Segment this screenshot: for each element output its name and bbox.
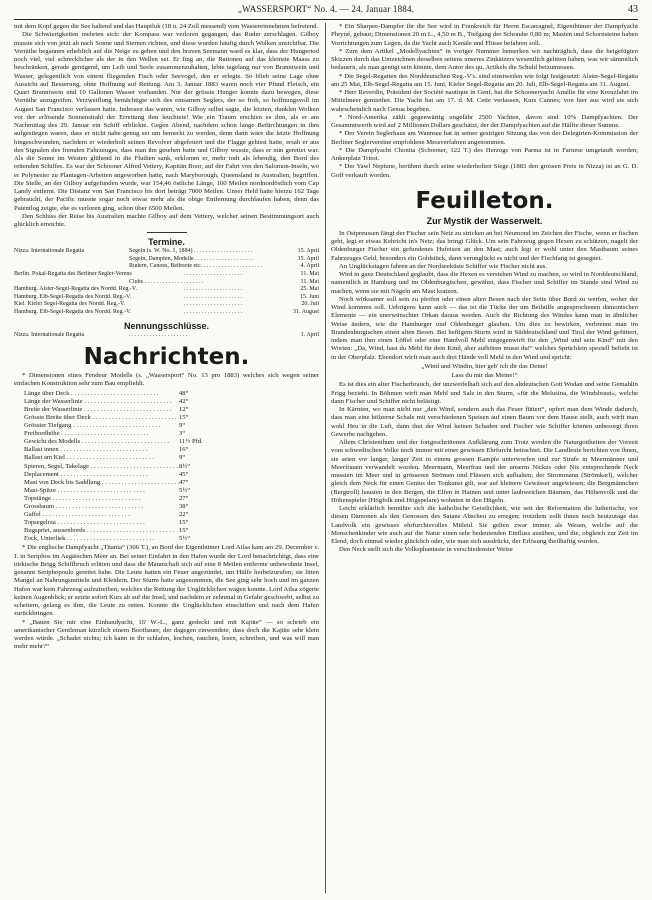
termine-row [14,286,319,294]
dimension-row [24,479,319,487]
article-continuation: mit dem Kopf gegen die See haltend und das Hauptluk (18 u. 24 Zoll messend) vom Wassereinnehmen befreiend. [14,23,319,30]
dimension-row [24,503,319,511]
right-column [331,23,638,895]
feuilleton-paragraph: An Unglückstagen fahren an der Nordseeküste Schiffer wie Fischer nicht aus. [339,262,548,270]
page-header [14,4,638,18]
dimension-value: 9“ [179,454,186,462]
nachrichten-heading: Nachrichten. [83,344,250,371]
dimension-row [24,390,319,398]
dimension-label: Länge über Deck . . . [24,390,179,398]
dimension-value: 16“ [179,446,189,454]
dimension-label: Deplacement . . . [24,471,179,479]
dimension-value: 15“ [179,527,189,535]
termine-detail: Clubs . . . [129,279,281,287]
dimension-value: 11½ Pfd. [179,438,203,446]
dimension-label: Grossbaum . . . [24,503,179,511]
dimension-value: 48“ [179,389,189,397]
dimension-value: 42“ [179,397,189,405]
termine-date: 20. Juli [301,301,319,308]
dimension-row [24,438,319,446]
termine-row [14,294,319,302]
news-item: * Der Verein Seglerhaus am Wannsee hat in seiner gestrigen Sitzung das von der Delegirten-Kommission der Berliner Seglervereine empfohlene Messverfahren angenommen. [331,130,638,146]
dimension-label: Spieren, Segel, Takelage . . . [24,463,179,471]
termine-date: 11. Mai [300,271,319,278]
dimension-row [24,487,319,495]
news-item: * Der Yawl Neptune, berühmt durch seine wiederholten Siege (1883 den grossen Preis in Nizza) ist an G. D. Goff verkauft worden. [331,163,638,179]
dimension-label: Topsegelraa . . . [24,519,179,527]
dimension-row [24,446,319,454]
dimension-label: Gewicht des Modells . . . [24,438,179,446]
feuilleton-heading: Feuilleton. [415,187,554,214]
dimension-value: 45“ [179,470,189,478]
dimension-value: 8½“ [179,462,191,470]
termine-event [14,256,129,264]
termine-row [14,279,319,287]
dimension-label: Ballast am Kiel . . . [24,454,179,462]
termine-row [14,248,319,256]
termine-row [14,263,319,271]
dimension-value: 47“ [179,478,189,486]
dimension-row [24,414,319,422]
termine-date: 15. Juni [299,293,319,300]
termine-event: Hamburg. Elb-Segel-Regatta des Nordd. Reg.-V. [14,293,132,300]
termine-detail [184,286,281,294]
dimension-label: Gaffel . . . [24,511,179,519]
termine-row [14,309,319,317]
termine-detail: Segeln, Dampfen, Modelle . . . [129,256,281,264]
dimension-value: 15“ [179,519,189,527]
article-paragraph: Die Schwierigkeiten mehrten sich: der Kompass war verloren gegangen, das Ruder zerschlagen. Gilboy musste sich von jetzt ab nach Sonne und Sternen richten, und diese wurden häufig durch Wolken unsichtbar. Die Vorräthe begannen erheblich auf die Neige zu gehen und den braven Seemann ward es klar, dass der Hungertod noch viel, viel schrecklicher als der in den Wellen sei. Er fing an, die Rationen auf das kleinste Maass zu beschränken, gerade genügend, um Leib und Seele zusammenzuhalten, lebte tagelang nur von Branntwein und Wasser, gelegentlich von einem fliegenden Fisch oder Seevogel, den er erlegte. So blieb seine Lage ohne Aussicht auf Besserung, ohne Hoffnung auf Rettung. Am 3. Januar 1883 waren noch vier Pfund Fleisch, ein Quart Branntwein und 10 Gallonen Wasser vorhanden. Nur der grösste Hunger konnte dazu bewegen, diese Vorräthe anzugreifen. Verzweiflung bemächtigte sich des einsamen Seglers, der so froh, so hoffnungsvoll im August San Francisco verlassen hatte. Indessen das waren, wie Gilboy selbst sagte, die letzten, dunklen Wolken vor der erlösende Sonnenstrahl der Errettung ihm leuchtete! Wie ein Traum erschien es ihm, als er am Nachmittag des 29. Januar ein Schiff erblickte. Gegen Abend, nachdem schon lange Befürchtungen in ihm aufgestiegen waren, dass er nicht nahe genug sei um bemerkt zu werden, denn dann wäre die letzte Hoffnung hingeschwunden, nachdem er wiederholt seinen Revolver abgefeuert und die Flagge gehisst hatte, ersah er aus den Signalen des fremden Fahrzeuges, dass man ihn gesehen hatte und Gilboy wusste, dass er nun gerettet war. Als die Sonne im Westen glühend in die Fluthen sank, erklomm er, mehr todt als lebendig, den Bord des rettenden Schiffes. Es war der Schooner Alfred Vettery, Kapitän Boor, auf der Fahrt von den Salomon-Inseln, wo er Polynesier zu Plantagen-Arbeiten angeworben hatte, nach Maryborough, Queensland in Australien, begriffen. Die Stelle, an der Gilboy aufgefunden wurde, war 154,46 östliche Länge, 160 Meilen nordnordöstlich vom Cap Landy entfernt. Die Distanz von San Francisco bis dort beträgt 7000 Meilen. Unser Held hatte hierzu 162 Tage gebraucht, der Pacific musste sogar noch etwas mehr als die obige Entfernung durchlaufen haben, denn das Patentlog zeigte, ehe es verloren ging, schon über 6500 Meilen. [14,31,319,212]
news-item: * Nord-Amerika zählt gegenwärtig ungefähr 2500 Yachten, davon sind 10% Dampfyachten. Der Gesammtwerth wird auf 2 Millionen Dollars geschätzt, der der Dampfyachten auf die Hälfte dieser Summe. [331,113,638,129]
verse-line: Lass du mir das Meine!“ [451,372,518,379]
nennung-row [14,332,319,340]
dimension-value: 27“ [179,494,189,502]
termine-event: Berlin. Pokal-Regatta des Berliner Segler-Verens [14,271,132,278]
dimension-value: 5½“ [179,486,191,494]
dimension-row [24,495,319,503]
termine-detail [184,309,281,317]
dimension-value: 38“ [179,503,189,510]
termine-event [14,263,129,271]
news-item: * Die Dampfyacht Chonita (Schooner, 122 T.) des Herzogs von Parma ist in Farnese umgetauft worden; Ankerplatz Triest. [331,146,638,162]
termine-event: Nizza. Internationale Regatta [14,248,85,255]
model-dimensions-table [24,390,319,544]
termine-table [14,248,319,316]
termine-detail: Rudern, Canoes, Beiboote etc. . . . [129,263,281,271]
news-item: * Zum dem Artikel „Modellyachten“ in voriger Nummer bemerken wir nachträglich, dass die beigefügten Skizzen durch das Umzeichnen derselben seitens unseres Zinkätzers wesentlich gelitten haben, was wir sämmtlich bedauern, als man genügt sein könnte, dem Autor des qu. Artikels die Schuld beizumessen. [331,47,638,72]
dimension-row [24,511,319,519]
news-item: * Herr Reverdin, Präsident der Société nautique in Genf, hat die Schooneryacht Amélie für eine Kreuzfahrt im Mittelmeer gemiethet. Die Yacht hat am 17. d. M. Cette verlassen, Kurs Cannes; von hier aus wird sie sich wahrscheinlich nach Genua begeben. [331,89,638,113]
dimension-label: Bugspriet, aussenbords . . . [24,527,179,535]
dimension-row [24,519,319,527]
termine-date: 11. Mai [300,278,319,285]
dimension-value: 22“ [179,511,189,519]
dimension-row [24,463,319,471]
feuilleton-subtitle: Zur Mystik der Wasserwelt. [426,215,543,226]
news-item: * Ein Sharpee-Dampfer für die See wird in Frankreich für Herrn Escarragnel, Eigenthümer der Dampfyacht Phryné, gebaut; Dimensionen 20 m L., 4,50 m B., Tiefgang der Schraube 0,80 m; Masten und Schornsteine haben Vorrichtungen zum Legen, da die Yacht auch Kanäle und Flüsse befahren soll. [331,23,638,47]
termine-heading: Termine. [148,237,185,248]
dimension-row [24,406,319,414]
termine-detail [184,301,281,309]
termine-date: 31. August [292,309,319,315]
feuilleton-paragraph: Leicht erklärlich bemühte sich die katholische Geistlichkeit, wie seit der Reformation die lutherische, vor diesen Dämonen als den Genossen des Satans Abscheu zu erregen; trotzdem zollt ihnen noch heutzutage das Landvolk ein gewisses ehrfurchtsvolles Mitleid. Sie gelten zwar immer als Wesen, welche auf die Menschenkinder wie auch auf die Natur einen sehr bedeutenden Einfluss ausüben, und die, obgleich zur Zeit im Elend, doch einmal wieder glücklich oder, wie man sich ausdrückt, der Erlösung theilhaftig wurden. [331,505,638,545]
feuilleton-paragraph: Allem Christenthum und der fortgeschrittenen Aufklärung zum Trotz werden die Naturgottheiten der Vorzeit vom schwedischen Volke noch immer mit einer gewissen Ehrfurcht betrachtet. Die Landleute berichten von ihnen, sie seien vor langer, langer Zeit in einem grossen Kampfe unterworfen und zur Strafe in Meermänner und Meerfrauen verwandelt worden. Meermann, Meerfrau und der unserm Nickus oder Nix entsprechende Neck mussten im Meer und in grösseren Strömen und Flüssen sich aufhalten; der Strommann (Strömkarl), welcher gleich dem Neck für einen Genius der Tonkunst gilt, war auf kleinere Gewässer angewiesen; die Bergmännchen (Bergtroll) hausten in den Bergen, die Elfen in Hainen und unter laubweichen Bäumen, das Höhenvolk und die Höhenspieler (Högfolk und Högspelare) wohnten in den Hügeln. [331,439,638,504]
dimension-label: Mast von Deck bis Saddlung . . . [24,479,179,487]
header-rule [14,19,638,20]
termine-date: 15. April [297,255,319,262]
dimension-value: 15“ [179,413,189,421]
termine-detail [184,294,281,302]
feuilleton-paragraph: Wird in ganz Deutschland geglaubt, dass die Hexen es verstehen Wind zu machen, so wird in Norddeutschland, namentlich in Hamburg und im Oldenburgischen, gewähnt, dass Fischer und Schiffer im Stande sind Wind zu machen, wenn sie mit Nägeln am Mast kratzen. [331,271,638,295]
dimension-row [24,430,319,438]
dimension-label: Grösste Breite über Deck . . . [24,414,179,422]
nennung-table [14,332,319,340]
feuilleton-paragraph: In Kärnten, wo man nicht nur „den Wind, sondern auch das Feuer füttert“, opfert man dem Winde dadurch, dass man eine hölzerne Schale mit verschiedenen Speisen auf einen Baum vor dem Hause stellt, auch wirft man wohl Heu in die Luft, dann thut der Wind keinen Schaden und Fischer wie Schiffer können unbesorgt ihren Gewerbe nachgehen. [331,406,638,438]
dimension-row [24,422,319,430]
termine-event [14,279,129,287]
dimension-row [24,535,319,543]
dimension-value: 12“ [179,405,189,413]
dimension-label: Mast-Spitze . . . [24,487,179,495]
termine-date: 15. April [297,248,319,255]
verse-line: „Wind und Windin, hier geb' ich dir das Deine! [421,362,548,370]
column-separator [325,23,326,893]
article-paragraph: Den Schluss der Reise bis Australien machte Gilboy auf dem Vettery, welcher seinen Bestimmungsort auch glücklich erreichte. [14,212,319,228]
running-title: „WASSERSPORT“ No. 4. — 24. Januar 1884. [237,4,415,14]
news-item: * Dimensionen eines Fendeur Modells (s. „Wassersport“ No. 13 pro 1883) welches sich wegen seiner einfachen Konstruktion sehr zum Bau empfiehlt. [14,372,319,388]
termine-event: Hamburg. Elb-Segel-Regatta des Nordd. Reg.-V. [14,309,132,315]
dimension-row [24,398,319,406]
dimension-label: Freibordhöhe . . . [24,430,179,438]
dimension-value: 3“ [179,430,186,438]
page-number: 43 [628,4,638,15]
feuilleton-paragraph: Es ist dies ein alter Fischerbrauch, der unzweifelhaft sich auf den altdeutschen Gott Wodan und seine Gemahlin Frigg bezieht. In Böhmen wirft man Mehl und Salz in den Sturm, »für die Melusina, die Windsbraut«, welche dann Fischer und Schiffer nicht belästigt. [331,381,638,405]
dimension-value: 9“ [179,422,186,430]
termine-row [14,256,319,264]
nennung-heading: Nennungsschlüsse. [123,320,210,331]
dimension-label: Ballast innen . . . [24,446,179,454]
feuilleton-paragraph: Den Neck stellt sich die Volksphantasie in verschiedenster Weise [339,546,513,554]
feuilleton-paragraph: Noch wirksamer soll sein zu pfeifen oder einen alten Besen nach der Seite über Bord zu werfen, woher der Wind kommen soll. Uebrigens kann auch — das ist die Tücke der um Beihülfe angesprochenen dämonischen Elemente — ein unerwünschter Orkan daraus werden. Auch die Richtung des Windes kann man in ähnlicher Weise ändern, wie die Hamburger und Oldenburger glauben. Um dies zu bewirken, verbrennt man im Brandenburgischen einen alten Besen. Bei heftigem Sturm wird in Süddeutschland und Tirol der Wind gefüttert, indem man ihm einen Löffel oder eine Handvoll Mehl entgegenwirft für den „Wind und sein Kind“ mit den Worten: „Da, Wind, hast du Mehl für dein Kind, aber aufhören musst du!“ welches Sprüchlein speziell beliebt ist in der Oberpfalz. Ebendort wirft man auch drei Hände voll Mehl in den Wind und spricht: [331,295,638,361]
feuilleton-paragraph: In Ostpreussen fängt der Fischer sein Netz zu stricken an bei Neumond im Zeichen der Fische, wenn er fischen geht, legt er etwas Kehricht in's Netz; das bringt Glück. Um sein Fahrzeug gegen Hexen zu schützen, nagelt der Oldenburger Fischer ein gefundenes Hufeisen an den Mast; auch legt er wohl unter den Mastbaum seines Fahrzeuges Geld, besonders ein Goldstück, dann verunglückt es nicht und der Fischfang ist gesegnet. [331,229,638,262]
dimension-label: Länge der Wasserlinie . . . [24,398,179,406]
news-item: * Die englische Dampfyacht „Titania“ (306 T.), an Bord der Eigenthümer Lord Ailsa kam am 29. December v. J. in Seriphos im Aegäischen Meer an. Bei seiner Einfahrt in den Hafen wurde der Lord benachrichtigt, dass eine türkische Brigg Schiffbruch erlitten und dass die Mannschaft sich auf eine 8 Meilen entfernte unbewohnte Insel, genannt Seriphopoulo gerettet habe. Die Leute hatten ein Feuer angezündet, um Hülfe herbeizurufen; sie litten Mangel an Nahrungsmitteln und Kleidern. Der Sturm hatte angenommen, die See ging sehr hoch und im ganzen Hafen war kein Fahrzeug aufzutreiben, welches die Rettung der Unglücklichen wagen konnte. Lord Ailsa zögerte keinen Augenblick; er setzte sofort Kurs ab auf die Insel, und nachdem er zehnmal in Gefahr geschwebt, selbst zu scheitern, gelang es ihm, die Leute zu retten. Konnte die Unglücklichen einschiffen und nach dem Hafen zurückbringen. [14,544,319,618]
termine-date: 4. April [300,263,319,270]
termine-detail: Segeln (s. W. No. 1, 1884) . . . [129,248,281,256]
dimension-row [24,527,319,535]
dimension-label: Grösster Tiefgang . . . [24,422,179,430]
termine-row [14,301,319,309]
nennung-date: 1. April [300,331,319,338]
dimension-row [24,454,319,462]
left-column [14,23,319,895]
termine-event: Hamburg. Alster-Segel-Regatta des Nordd. Reg.-V. [14,286,137,293]
termine-row [14,271,319,279]
section-rule [147,232,187,233]
dimension-value: 5½“ [179,535,191,543]
news-item: * Die Segel-Regatten des Norddeutschen Reg.-V's. sind einstweilen wie folgt festgesetzt: Alster-Segel-Regatta am 25 Mai, Elb-Segel-Regatta am 15. Juni, Kieler Segel-Regatta am 20. Juli, Elb-Segel-Regatta am 31. August. [331,72,638,88]
dimension-label: Topstänge . . . [24,495,179,503]
news-item: * „Bauen Sie mir eine Einhandyacht, 16' W.-L., ganz gedeckt und mit Kajüte“ — so schrieb ein amerikanischer Gentleman kürzlich einem Bootbauer, der dagegen einwendete, dass doch die Kajüte sehr klein werden würde. „Schadet nichts; ich kann in ihr schlafen, kochen, rauchen, lesen, schreiben, und was will man mehr mehr?“ [14,618,319,651]
termine-date: 25. Mai [300,286,319,293]
dimension-label: Breite der Wasserlinie . . . [24,406,179,414]
termine-detail [184,271,281,279]
termine-event: Kiel. Kieler Segel-Regatta des Nordd. Reg.-V. [14,301,126,308]
nennung-detail [129,332,281,340]
dimension-row [24,471,319,479]
dimension-label: Fock, Unterliek . . . [24,535,179,543]
nennung-event: Nizza. Internationale Regatta [14,331,85,338]
